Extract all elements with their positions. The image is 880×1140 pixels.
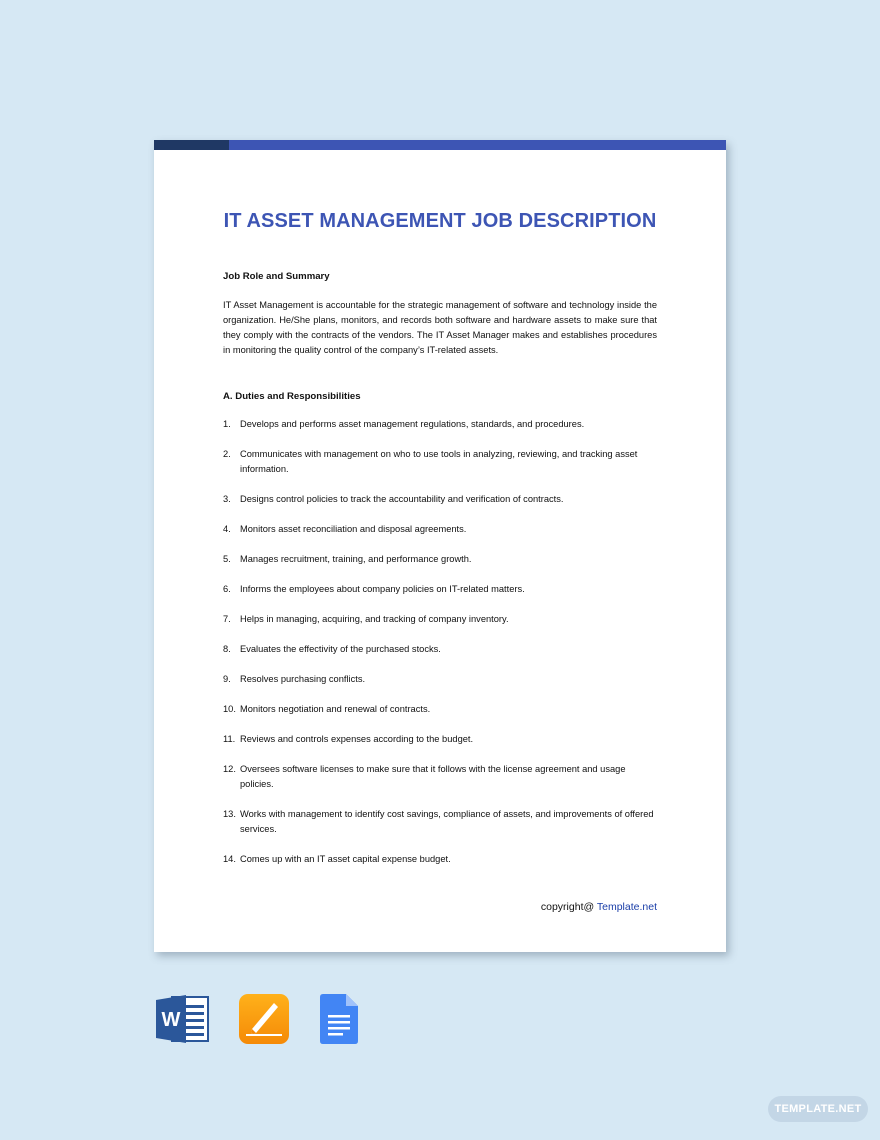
list-item-text: Works with management to identify cost savings, compliance of assets, and improvements of offered services. [240,809,654,834]
list-item-text: Oversees software licenses to make sure that it follows with the license agreement and usage policies. [240,764,626,789]
list-item-number: 2. [223,449,231,459]
list-item [223,762,657,792]
copyright-link[interactable]: Template.net [596,901,657,913]
list-item-number: 11. [223,734,236,744]
list-item-number: 5. [223,554,231,564]
duties-list [223,417,657,867]
list-item-number: 6. [223,584,231,594]
summary-text: IT Asset Management is accountable for the strategic management of software and technology inside the organization. He/She plans, monitors, and records both software and hardware assets to make sure that they comply with the contracts of the vendors. The IT Asset Manager makes and establishes procedures in monitoring the quality control of the company’s IT-related assets. [223,300,657,355]
copyright-line [541,901,657,913]
word-icon[interactable] [156,993,208,1045]
list-item-text: Comes up with an IT asset capital expense budget. [240,854,451,864]
google-docs-icon[interactable] [318,993,370,1045]
list-item-text: Designs control policies to track the accountability and verification of contracts. [240,494,564,504]
list-item [223,552,657,567]
list-item [223,702,657,717]
template-net-badge[interactable]: TEMPLATE.NET [768,1096,868,1122]
list-item [223,417,657,432]
list-item-number: 7. [223,614,231,624]
list-item-text: Manages recruitment, training, and performance growth. [240,554,472,564]
list-item-number: 12. [223,764,236,774]
list-item [223,642,657,657]
list-item-text: Monitors asset reconciliation and disposal agreements. [240,524,467,534]
list-item-number: 3. [223,494,231,504]
list-item [223,672,657,687]
list-item-number: 4. [223,524,231,534]
word-icon-letter: W [161,1009,181,1031]
list-item-number: 8. [223,644,231,654]
list-item-text: Helps in managing, acquiring, and tracking of company inventory. [240,614,509,624]
header-bar-accent [154,140,229,150]
list-item [223,612,657,627]
list-item-number: 10. [223,704,236,714]
list-item-text: Reviews and controls expenses according to the budget. [240,734,474,744]
list-item [223,807,657,837]
pages-icon[interactable] [238,993,290,1045]
copyright-prefix: copyright@ [540,901,597,913]
duties-heading: A. Duties and Responsibilities [223,391,361,402]
list-item-text: Monitors negotiation and renewal of contracts. [240,704,431,714]
list-item-text: Informs the employees about company policies on IT-related matters. [240,584,525,594]
header-bar [154,140,726,150]
list-item [223,522,657,537]
list-item-text: Develops and performs asset management regulations, standards, and procedures. [240,419,585,429]
list-item [223,447,657,477]
document-body [223,271,657,882]
list-item-text: Resolves purchasing conflicts. [240,674,366,684]
document-title: IT ASSET MANAGEMENT JOB DESCRIPTION [223,210,657,232]
list-item-text: Communicates with management on who to use tools in analyzing, reviewing, and tracking asset information. [240,449,638,474]
list-item [223,732,657,747]
list-item-number: 14. [223,854,236,864]
document-page [154,140,726,952]
list-item [223,852,657,867]
list-item-number: 1. [223,419,231,429]
summary-heading: Job Role and Summary [223,271,330,282]
list-item-number: 9. [223,674,231,684]
list-item [223,582,657,597]
list-item [223,492,657,507]
list-item-text: Evaluates the effectivity of the purchased stocks. [240,644,441,654]
list-item-number: 13. [223,809,236,819]
